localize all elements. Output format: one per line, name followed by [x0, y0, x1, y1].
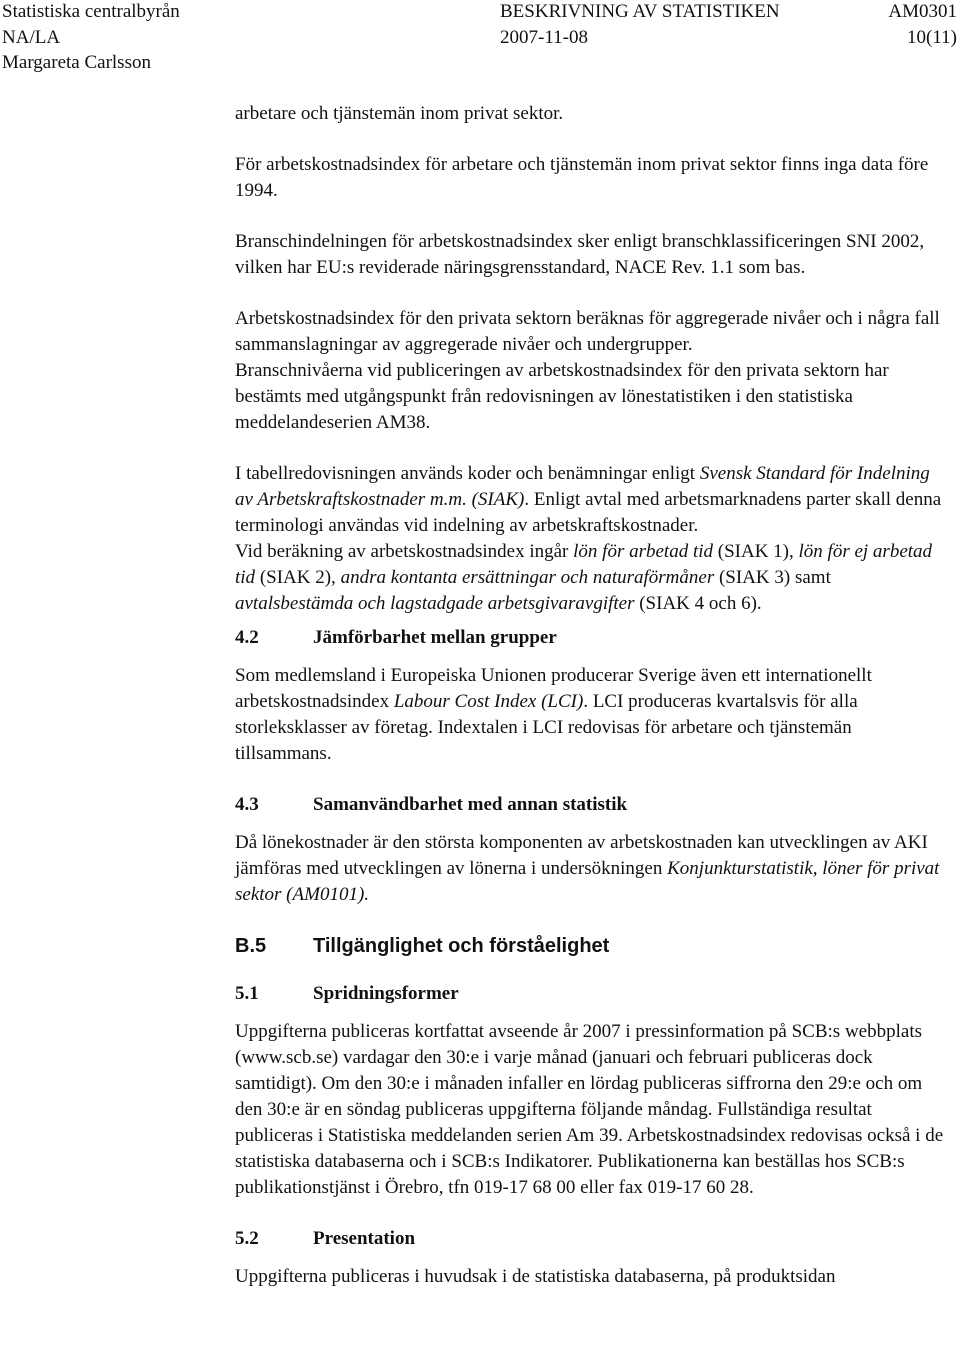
header-date: 2007-11-08 [500, 27, 588, 48]
paragraph: Då lönekostnader är den största komponenten av arbetskostnaden kan utvecklingen av AKI jämföras med utvecklingen av lönerna i undersökningen Konjunkturstatistik, löner för privat sektor (AM0101). [235, 832, 940, 905]
section-heading-5-2: 5.2 Presentation [235, 1228, 416, 1249]
section-heading-4-3: 4.3 Samanvändbarhet med annan statistik [235, 794, 628, 815]
section-heading-5-1: 5.1 Spridningsformer [235, 983, 459, 1004]
paragraph: Som medlemsland i Europeiska Unionen producerar Sverige även ett internationellt arbetskostnadsindex Labour Cost Index (LCI). LCI produceras kvartalsvis för alla storleksklasser av företag. Indextalen i LCI redovisas för arbetare och tjänstemän tillsammans. [235, 665, 872, 764]
paragraph: Branschnivåerna vid publiceringen av arbetskostnadsindex för den privata sektorn har bestämts med utgångspunkt från redovisningen av lönestatistiken i den statistiska meddelandeserien AM38. [235, 360, 889, 433]
section-heading-b-5: B.5 Tillgänglighet och förståelighet [235, 935, 610, 957]
paragraph: I tabellredovisningen används koder och benämningar enligt Svensk Standard för Indelning av Arbetskraftskostnader m.m. (SIAK). Enligt avtal med arbetsmarknadens parter skall denna terminologi användas vid indelning av arbetskraftskostnader. [235, 463, 942, 536]
page-header [0, 0, 960, 80]
paragraph: Arbetskostnadsindex för den privata sektorn beräknas för aggregerade nivåer och i några fall sammanslagningar av aggregerade nivåer och undergrupper. [235, 308, 940, 355]
section-heading-4-2: 4.2 Jämförbarhet mellan grupper [235, 627, 557, 648]
header-unit: NA/LA [2, 27, 61, 48]
header-org: Statistiska centralbyrån [2, 1, 180, 22]
header-doc-code: AM0301 [888, 1, 957, 22]
header-page-number: 10(11) [907, 27, 957, 48]
paragraph: arbetare och tjänstemän inom privat sektor. [235, 103, 564, 124]
paragraph: Branschindelningen för arbetskostnadsindex sker enligt branschklassificeringen SNI 2002, vilken har EU:s reviderade näringsgrensstandard, NACE Rev. 1.1 som bas. [235, 231, 925, 278]
document-body [235, 101, 949, 1290]
header-author: Margareta Carlsson [2, 52, 151, 73]
paragraph: För arbetskostnadsindex för arbetare och tjänstemän inom privat sektor finns inga data före 1994. [235, 154, 929, 201]
paragraph: Vid beräkning av arbetskostnadsindex ingår lön för arbetad tid (SIAK 1), lön för ej arbetad tid (SIAK 2), andra kontanta ersättningar och naturaförmåner (SIAK 3) samt avtalsbestämda och lagstadgade arbetsgivaravgifter (SIAK 4 och 6). [235, 541, 933, 614]
paragraph: Uppgifterna publiceras i huvudsak i de statistiska databaserna, på produktsidan [235, 1266, 836, 1287]
header-doc-type: BESKRIVNING AV STATISTIKEN [500, 1, 780, 22]
paragraph: Uppgifterna publiceras kortfattat avseende år 2007 i pressinformation på SCB:s webbplats (www.scb.se) vardagar den 30:e i varje månad (januari och februari publiceras dock samtidigt). Om den 30:e i månaden infaller en lördag publiceras siffrorna den 29:e och om den 30:e är en söndag publiceras uppgifterna följande måndag. Fullständiga resultat publiceras i Statistiska meddelanden serien Am 39. Arbetskostnadsindex redovisas också i de statistiska databaserna och i SCB:s Indikatorer. Publikationerna kan beställas hos SCB:s publikationstjänst i Örebro, tfn 019-17 68 00 eller fax 019-17 60 28. [235, 1021, 944, 1198]
